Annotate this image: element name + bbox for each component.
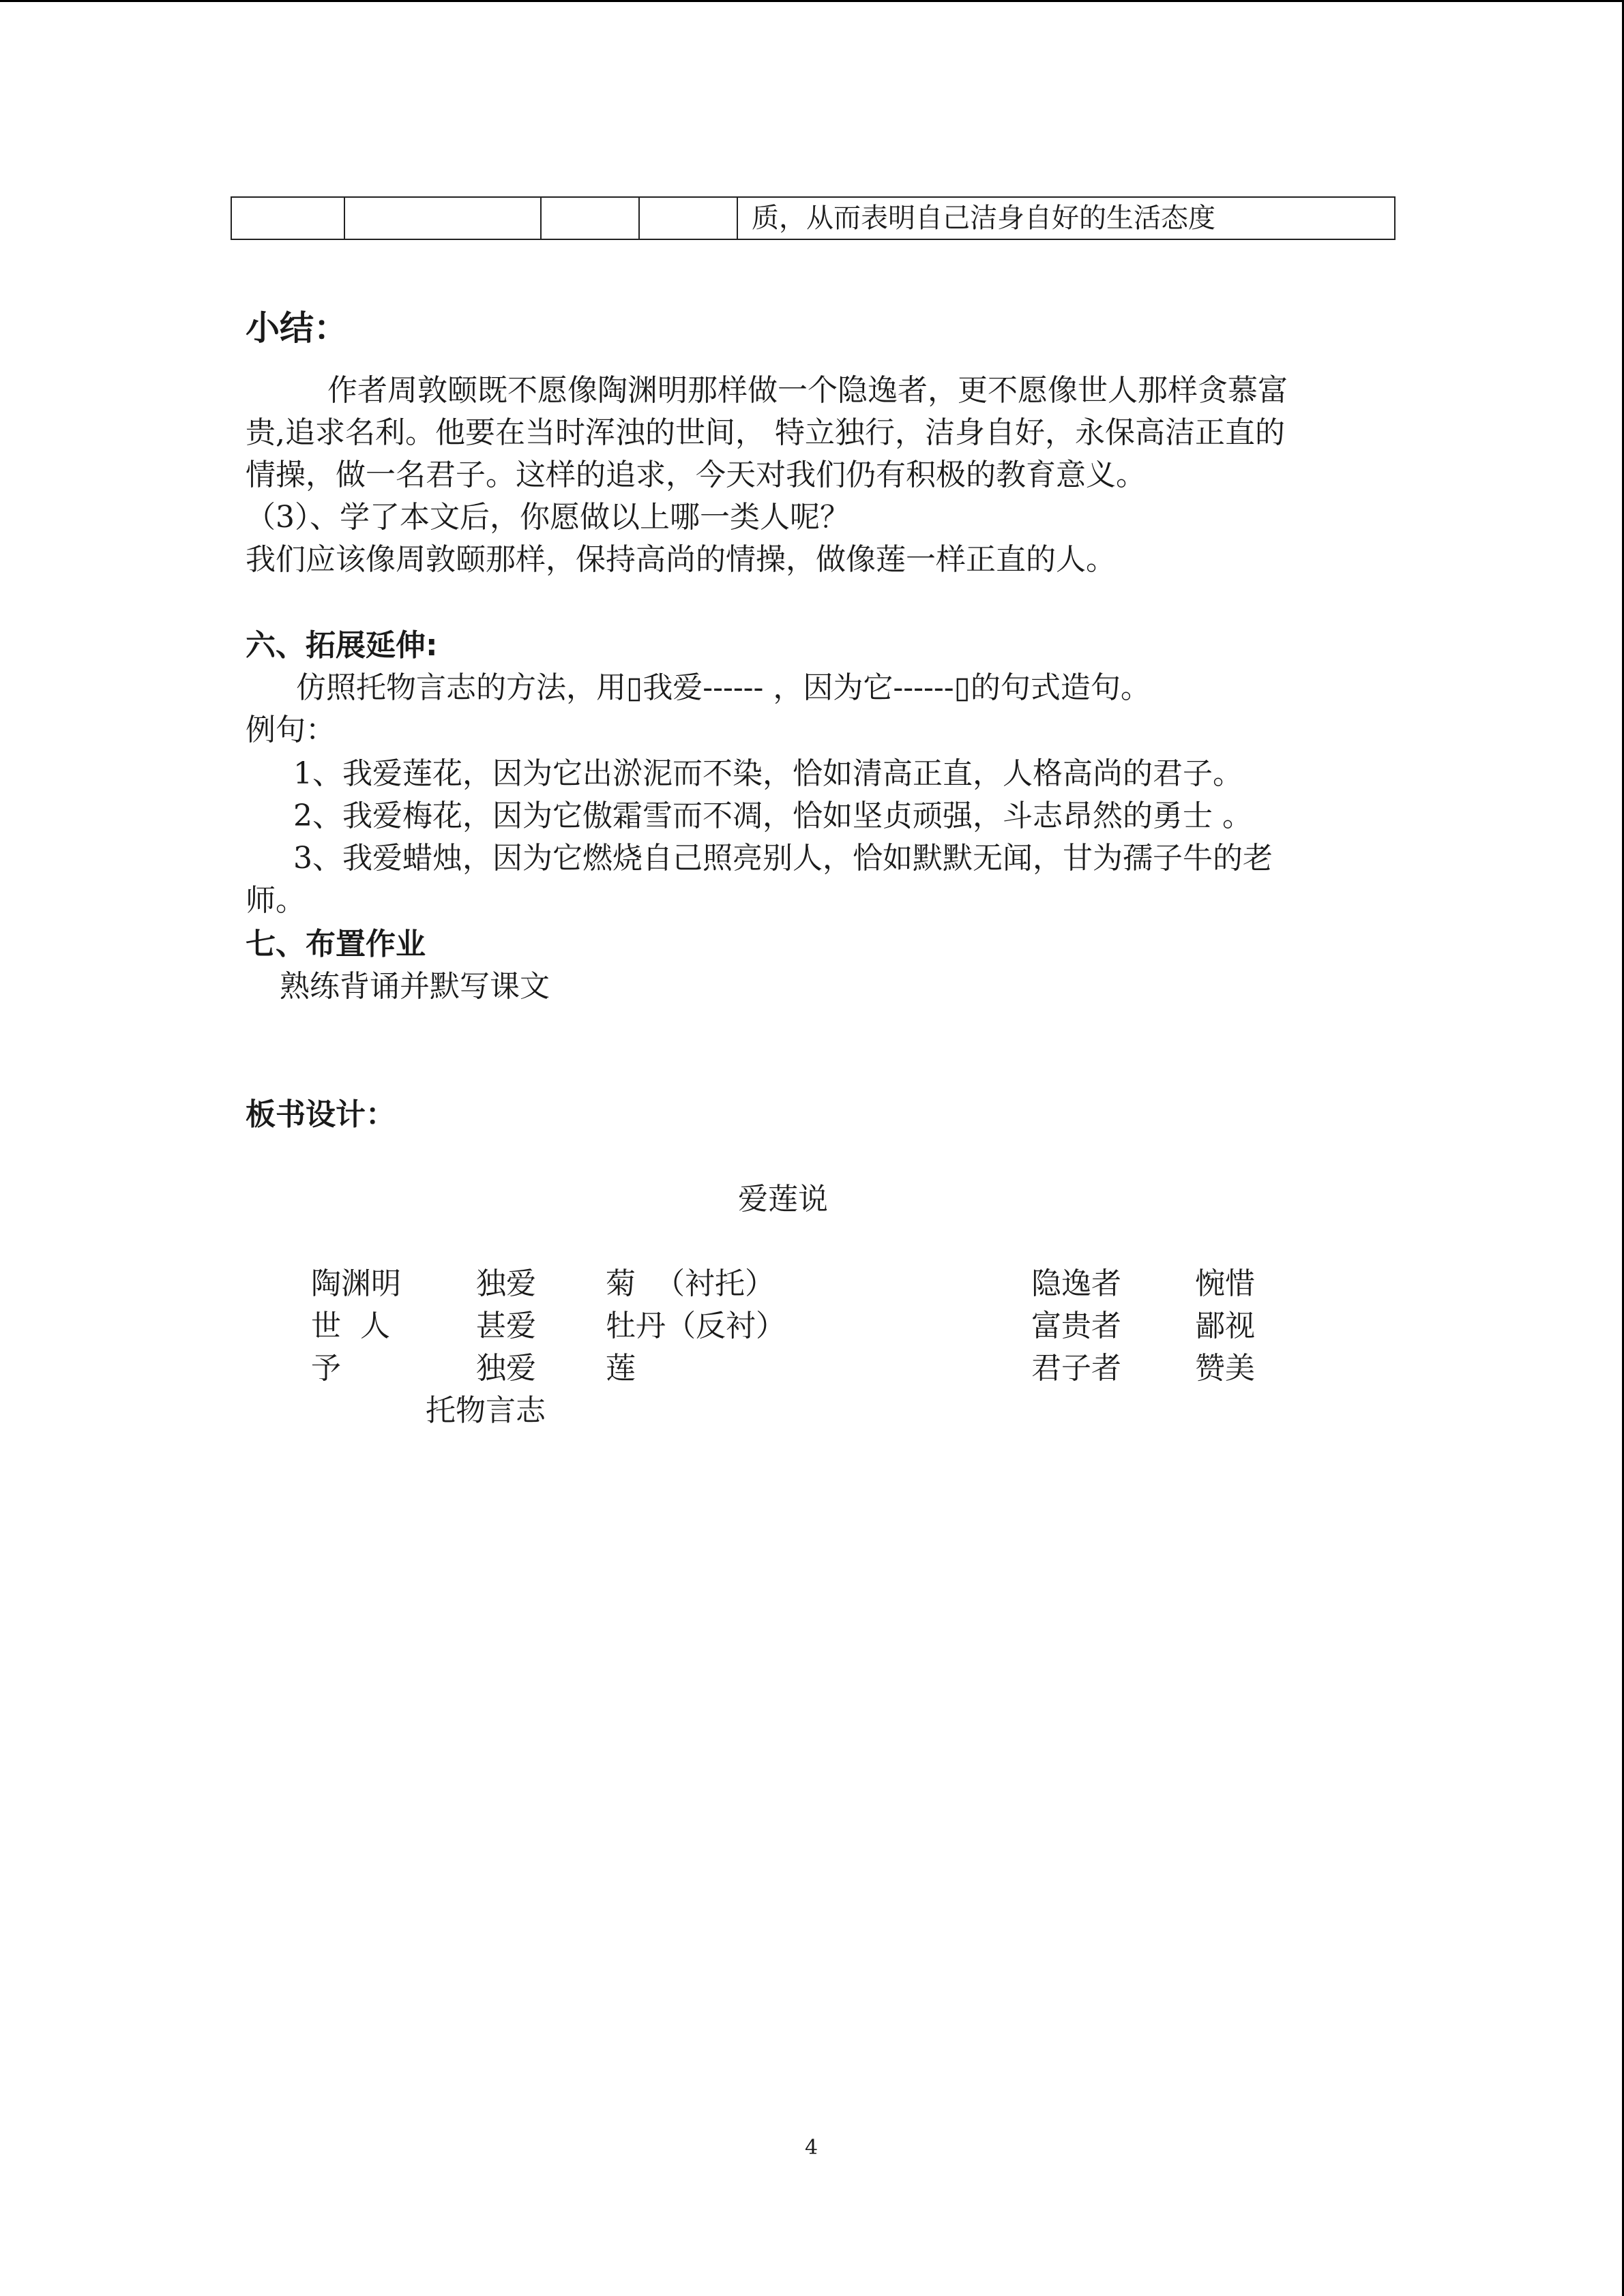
table-cell	[344, 197, 541, 239]
summary-line: 贵,追求名利。他要在当时浑浊的世间， 特立独行，洁身自好，永保高洁正直的	[246, 415, 1285, 450]
board-heading: 板书设计：	[246, 1097, 396, 1132]
board-cell-who: 陶渊明	[311, 1266, 401, 1301]
page-number: 4	[805, 2136, 818, 2160]
summary-answer: 我们应该像周敦颐那样，保持高尚的情操，做像莲一样正直的人。	[246, 542, 1116, 577]
board-cell-verb: 甚爱	[476, 1309, 536, 1343]
example-sentence: 1、我爱莲花，因为它出淤泥而不染，恰如清高正直，人格高尚的君子。	[293, 756, 1243, 791]
example-sentence: 3、我爱蜡烛，因为它燃烧自己照亮别人，恰如默默无闻，甘为孺子牛的老	[293, 841, 1273, 876]
table-cell	[639, 197, 737, 239]
example-sentence-cont: 师。	[246, 883, 306, 918]
board-cell-flower: 牡丹（反衬）	[606, 1309, 786, 1343]
homework-task: 熟练背诵并默写课文	[280, 969, 550, 1004]
example-label: 例句：	[246, 713, 336, 747]
table-cell: 质，从而表明自己洁身自好的生活态度	[737, 197, 1395, 239]
board-cell-type: 富贵者	[1031, 1309, 1121, 1343]
board-cell-attitude: 惋惜	[1195, 1266, 1255, 1301]
section6-instruction: 仿照托物言志的方法，用▯我爱------ ，因为它------▯的句式造句。	[296, 670, 1151, 705]
board-cell-attitude: 鄙视	[1195, 1309, 1255, 1343]
board-title: 爱莲说	[738, 1182, 828, 1217]
continued-table	[231, 196, 1396, 240]
summary-question: （3）、学了本文后，你愿做以上哪一类人呢？	[246, 500, 850, 535]
board-cell-flower: 莲	[606, 1351, 636, 1386]
board-cell-verb: 独爱	[476, 1351, 536, 1386]
section6-heading: 六、拓展延伸:	[246, 628, 438, 663]
table-cell	[541, 197, 639, 239]
summary-line: 情操，做一名君子。这样的追求，今天对我们仍有积极的教育意义。	[246, 458, 1146, 492]
board-cell-who: 予	[311, 1351, 341, 1386]
summary-heading: 小结：	[246, 308, 348, 348]
page-border-top	[0, 0, 1624, 2]
board-cell-type: 隐逸者	[1031, 1266, 1121, 1301]
board-footer: 托物言志	[426, 1393, 546, 1428]
table-cell	[231, 197, 344, 239]
board-cell-who: 世 人	[311, 1309, 390, 1343]
board-cell-attitude: 赞美	[1195, 1351, 1255, 1386]
board-cell-verb: 独爱	[476, 1266, 536, 1301]
table-row	[231, 197, 1395, 239]
example-sentence: 2、我爱梅花，因为它傲霜雪而不凋，恰如坚贞顽强，斗志昂然的勇士 。	[293, 799, 1252, 833]
section7-heading: 七、布置作业	[246, 927, 426, 961]
board-cell-flower: 菊 （衬托）	[606, 1266, 775, 1301]
board-cell-type: 君子者	[1031, 1351, 1121, 1386]
summary-line: 作者周敦颐既不愿像陶渊明那样做一个隐逸者，更不愿像世人那样贪慕富	[327, 373, 1288, 408]
